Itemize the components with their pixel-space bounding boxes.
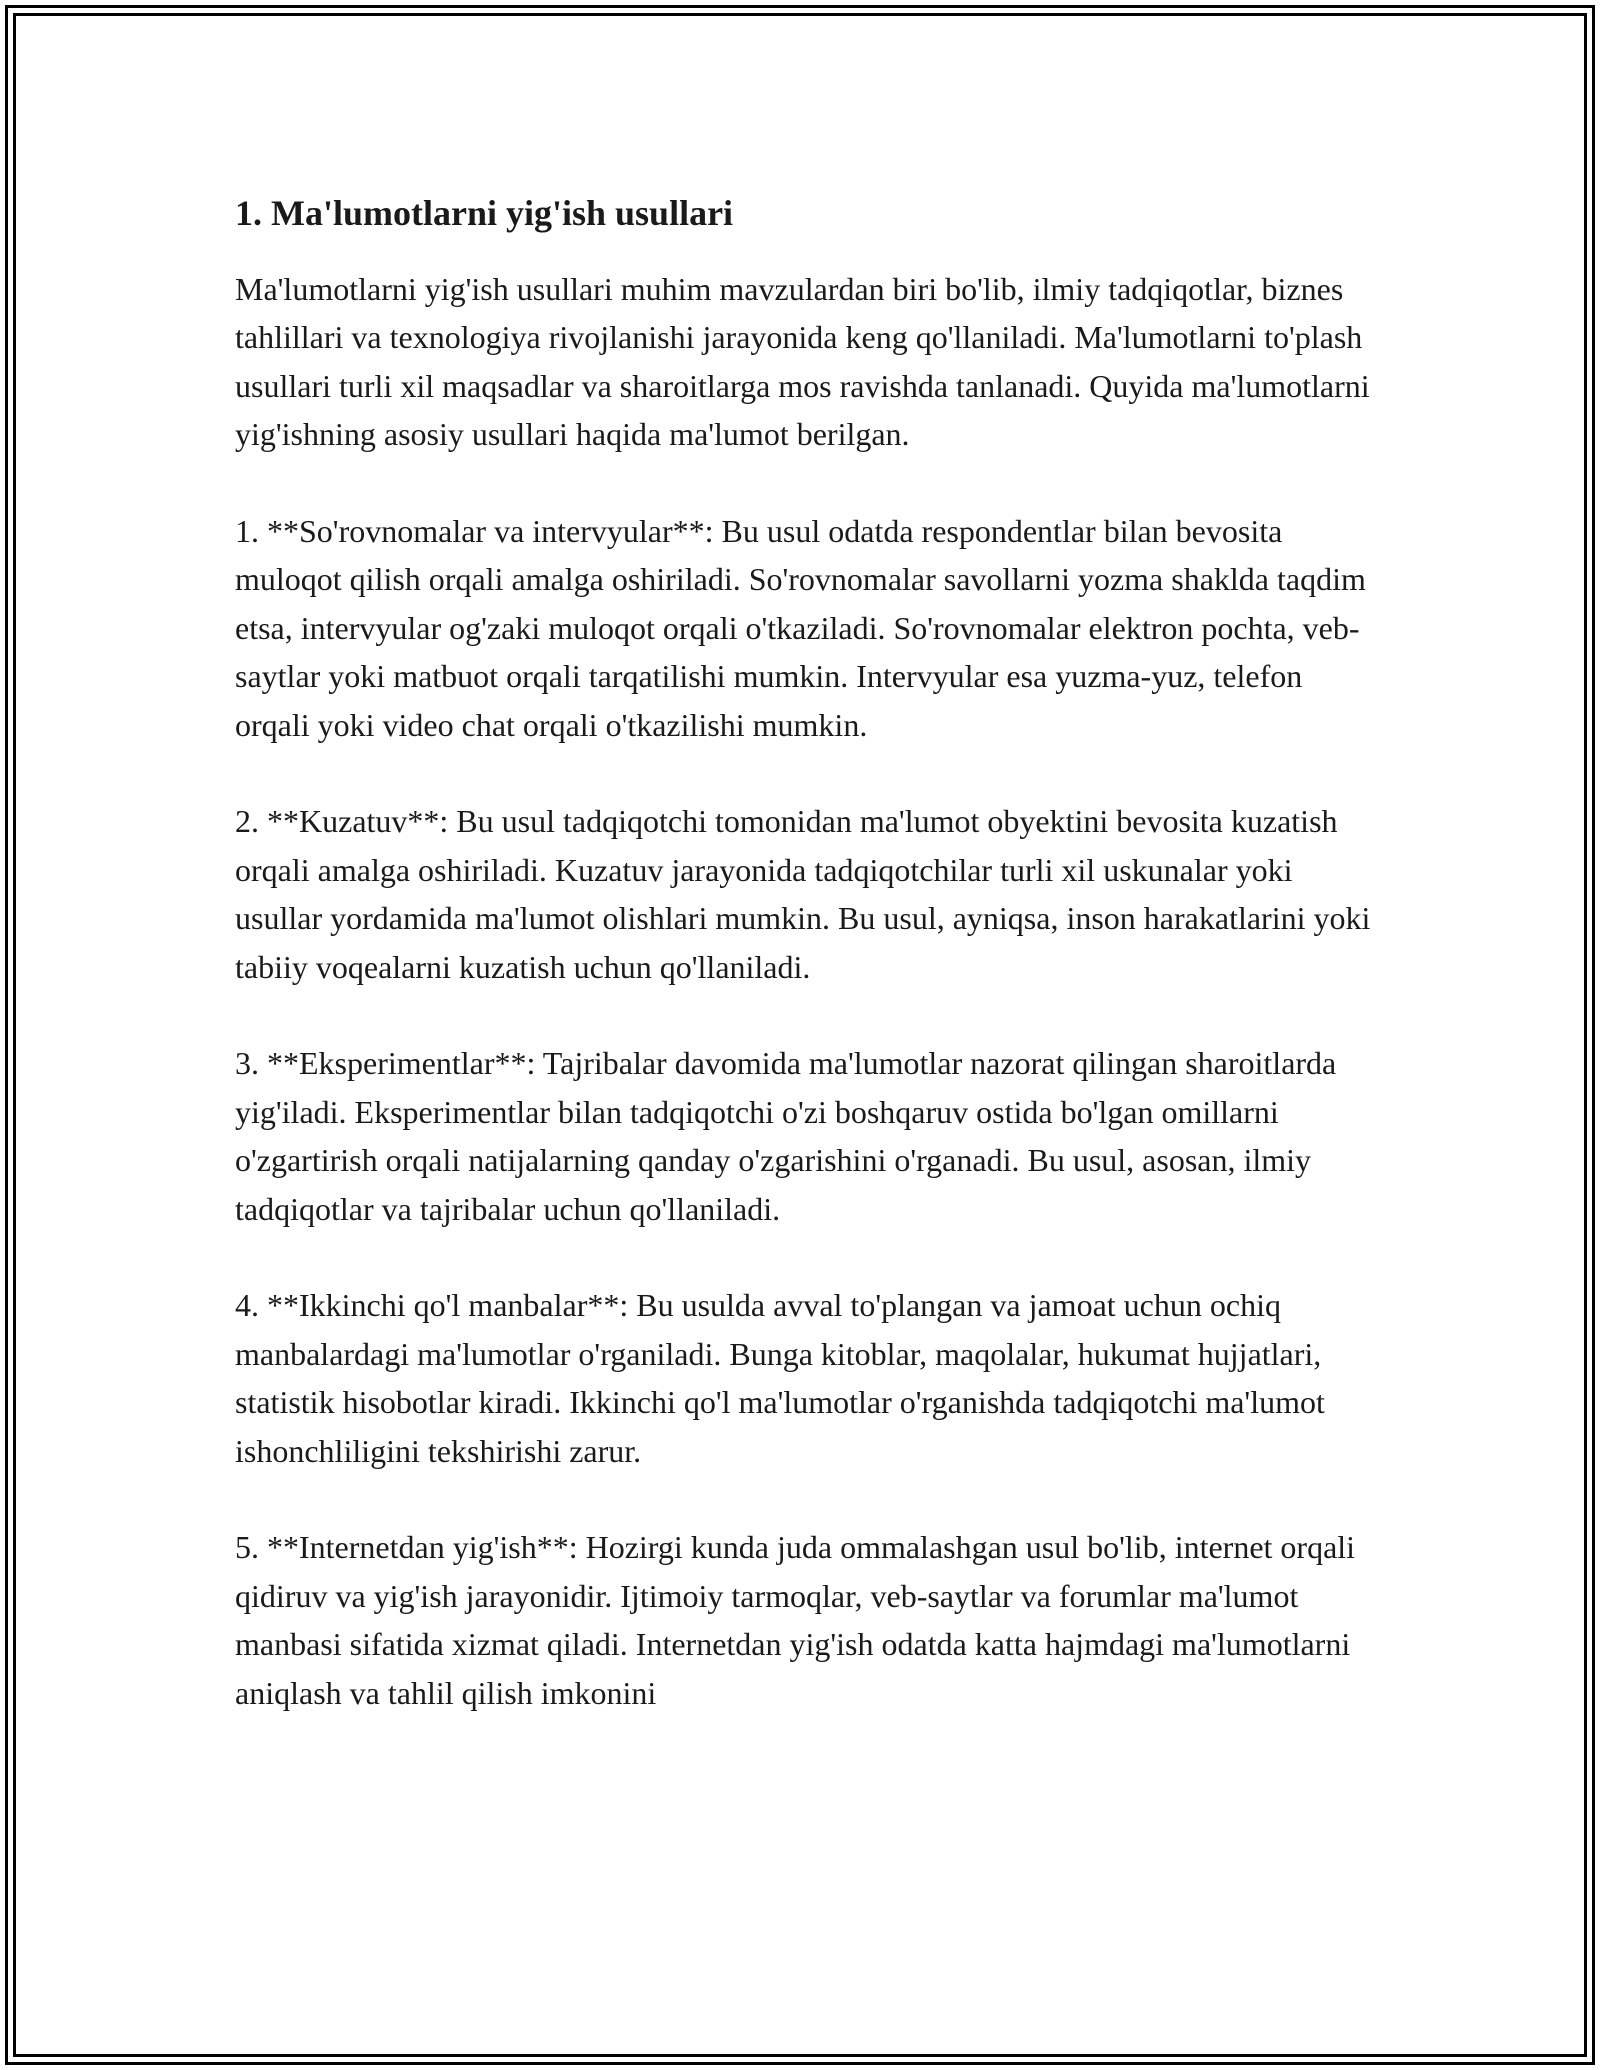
intro-paragraph: Ma'lumotlarni yig'ish usullari muhim mavzulardan biri bo'lib, ilmiy tadqiqotlar, biznes tahlillari va texnologiya rivojlanishi jarayonida keng qo'llaniladi. Ma'lumotlarni to'plash usullari turli xil maqsadlar va sharoitlarga mos ravishda tanlanadi. Quyida ma'lumotlarni yig'ishning asosiy usullari haqida ma'lumot berilgan. (235, 271, 1370, 453)
paragraph-experiments: 3. **Eksperimentlar**: Tajribalar davomida ma'lumotlar nazorat qilingan sharoitlarda yig'iladi. Eksperimentlar bilan tadqiqotchi o'zi boshqaruv ostida bo'lgan omillarni o'zgartirish orqali natijalarning qanday o'zgarishini o'rganadi. Bu usul, asosan, ilmiy tadqiqotlar va tajribalar uchun qo'llaniladi. (235, 1045, 1337, 1227)
paragraph-surveys-interviews: 1. **So'rovnomalar va intervyular**: Bu usul odatda respondentlar bilan bevosita muloqot qilish orqali amalga oshiriladi. So'rovnomalar savollarni yozma shaklda taqdim etsa, intervyular og'zaki muloqot orqali o'tkaziladi. So'rovnomalar elektron pochta, veb-saytlar yoki matbuot orqali tarqatilishi mumkin. Intervyular esa yuzma-yuz, telefon orqali yoki video chat orqali o'tkazilishi mumkin. (235, 513, 1366, 743)
paragraph-observation: 2. **Kuzatuv**: Bu usul tadqiqotchi tomonidan ma'lumot obyektini bevosita kuzatish orqali amalga oshiriladi. Kuzatuv jarayonida tadqiqotchilar turli xil uskunalar yoki usullar yordamida ma'lumot olishlari mumkin. Bu usul, ayniqsa, inson harakatlarini yoki tabiiy voqealarni kuzatish uchun qo'llaniladi. (235, 803, 1371, 985)
paragraph-secondary-sources: 4. **Ikkinchi qo'l manbalar**: Bu usulda avval to'plangan va jamoat uchun ochiq manbalardagi ma'lumotlar o'rganiladi. Bunga kitoblar, maqolalar, hukumat hujjatlari, statistik hisobotlar kiradi. Ikkinchi qo'l ma'lumotlar o'rganishda tadqiqotchi ma'lumot ishonchliligini tekshirishi zarur. (235, 1287, 1325, 1469)
section-heading: 1. Ma'lumotlarni yig'ish usullari (235, 193, 734, 233)
document-body (235, 185, 1375, 1766)
paragraph-internet-collection: 5. **Internetdan yig'ish**: Hozirgi kunda juda ommalashgan usul bo'lib, internet orqali qidiruv va yig'ish jarayonidir. Ijtimoiy tarmoqlar, veb-saytlar va forumlar ma'lumot manbasi sifatida xizmat qiladi. Internetdan yig'ish odatda katta hajmdagi ma'lumotlarni aniqlash va tahlil qilish imkonini (235, 1529, 1356, 1711)
